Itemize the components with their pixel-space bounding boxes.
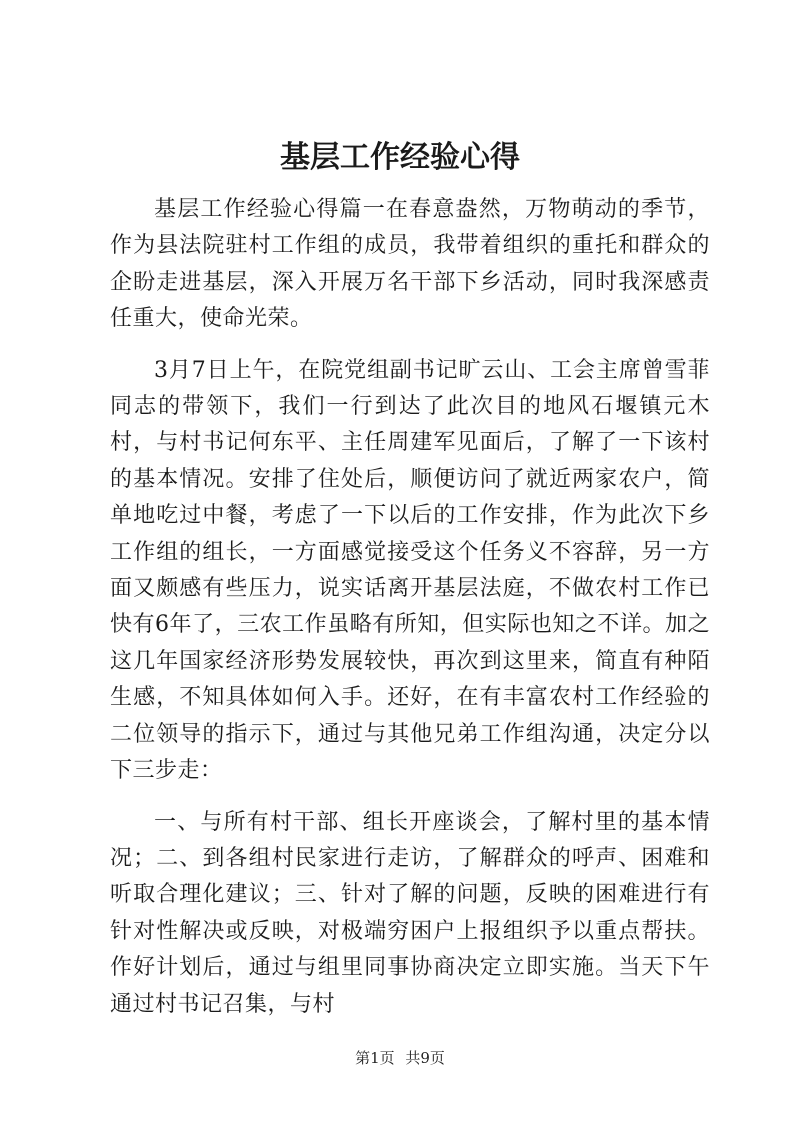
page-number: 第1页	[355, 1049, 395, 1067]
document-title: 基层工作经验心得	[280, 140, 520, 175]
page-total: 共9页	[405, 1049, 445, 1067]
document-body	[110, 192, 710, 1023]
page-footer	[0, 1047, 800, 1069]
paragraph-2: 3月7日上午，在院党组副书记旷云山、工会主席曾雪菲同志的带领下，我们一行到达了此次目的地风石堰镇元木村，与村书记何东平、主任周建军见面后，了解了一下该村的基本情况。安排了住处后，顺便访问了就近两家农户，简单地吃过中餐，考虑了一下以后的工作安排，作为此次下乡工作组的组长，一方面感觉接受这个任务义不容辞，另一方面又颇感有些压力，说实话离开基层法庭，不做农村工作已快有6年了，三农工作虽略有所知，但实际也知之不详。加之这几年国家经济形势发展较快，再次到这里来，简直有种陌生感，不知具体如何入手。还好，在有丰富农村工作经验的二位领导的指示下，通过与其他兄弟工作组沟通，决定分以下三步走：	[110, 357, 710, 784]
paragraph-1: 基层工作经验心得篇一在春意盎然，万物萌动的季节，作为县法院驻村工作组的成员，我带着组织的重托和群众的企盼走进基层，深入开展万名干部下乡活动，同时我深感责任重大，使命光荣。	[110, 197, 710, 332]
paragraph-3: 一、与所有村干部、组长开座谈会，了解村里的基本情况；二、到各组村民家进行走访，了解群众的呼声、困难和听取合理化建议；三、针对了解的问题，反映的困难进行有针对性解决或反映，对极端穷困户上报组织予以重点帮扶。作好计划后，通过与组里同事协商决定立即实施。当天下午通过村书记召集，与村	[110, 809, 710, 1017]
